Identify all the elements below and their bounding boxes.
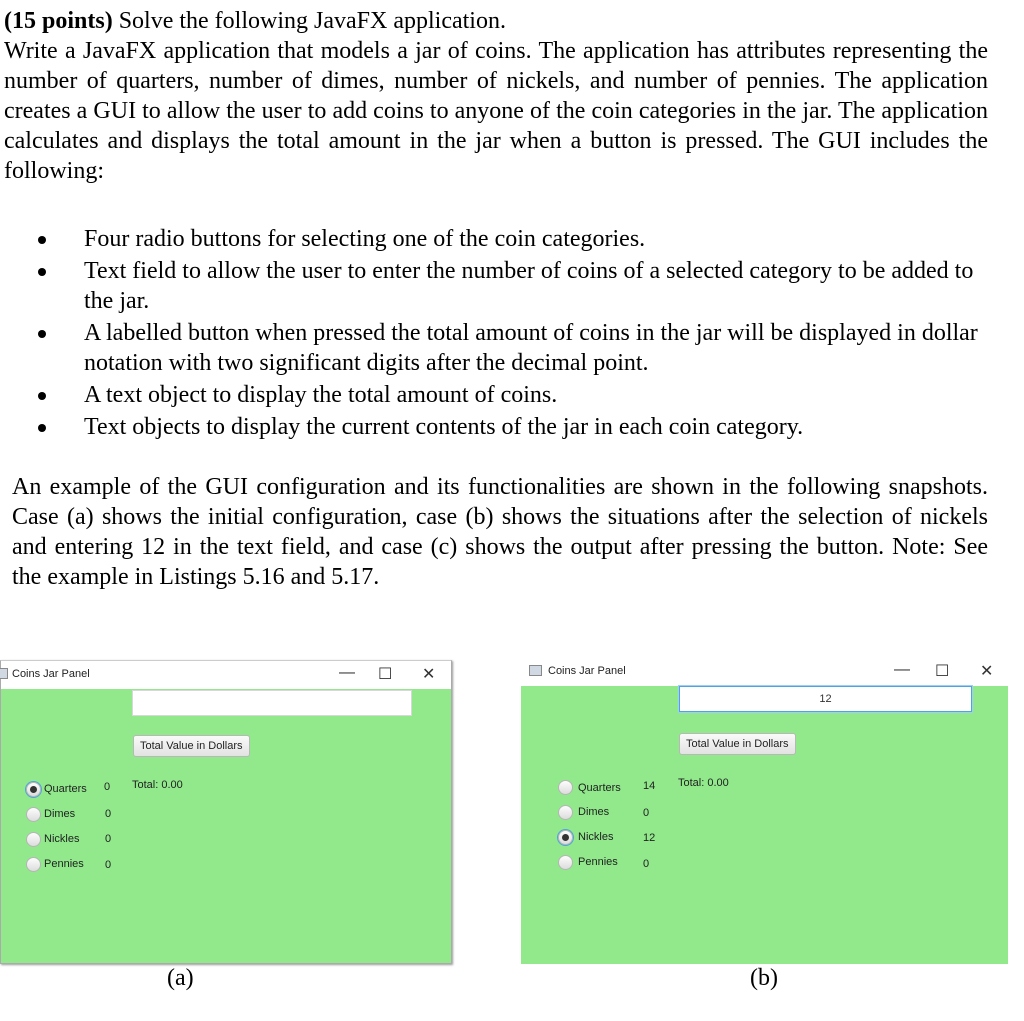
list-item: A labelled button when pressed the total amount of coins in the jar will be displayed in dollar notation with two significant digits after the decimal point.	[38, 318, 988, 378]
pennies-count: 0	[105, 859, 112, 871]
minimize-button[interactable]: —	[339, 664, 355, 681]
coin-count-input[interactable]	[132, 690, 412, 716]
dimes-label: Dimes	[44, 808, 76, 820]
bullet-icon	[38, 392, 46, 400]
dimes-label: Dimes	[578, 806, 610, 818]
problem-title: Solve the following JavaFX application.	[112, 8, 506, 34]
nickles-radio[interactable]	[558, 830, 573, 845]
dimes-count: 0	[643, 807, 650, 819]
pennies-label: Pennies	[578, 856, 618, 868]
bullet-icon	[38, 236, 46, 244]
list-item: A text object to display the total amount of coins.	[38, 380, 988, 410]
total-text: Total: 0.00	[678, 777, 729, 789]
dimes-radio[interactable]	[26, 807, 41, 822]
list-item: Four radio buttons for selecting one of the coin categories.	[38, 224, 988, 254]
nickles-count: 12	[643, 832, 656, 844]
dimes-radio[interactable]	[558, 805, 573, 820]
quarters-label: Quarters	[44, 783, 87, 795]
quarters-radio[interactable]	[558, 780, 573, 795]
close-button[interactable]: ✕	[422, 666, 436, 683]
nickles-label: Nickles	[578, 831, 614, 843]
nickles-count: 0	[105, 833, 112, 845]
list-item: Text objects to display the current contents of the jar in each coin category.	[38, 412, 988, 442]
pennies-label: Pennies	[44, 858, 84, 870]
pennies-radio[interactable]	[558, 855, 573, 870]
coins-jar-window-b	[521, 658, 1008, 964]
total-value-button[interactable]: Total Value in Dollars	[133, 735, 250, 757]
window-title: Coins Jar Panel	[12, 668, 90, 680]
close-button[interactable]: ✕	[980, 663, 994, 680]
caption-a: (a)	[167, 965, 194, 991]
bullet-icon	[38, 268, 46, 276]
title-bar[interactable]	[521, 658, 1008, 686]
pennies-count: 0	[643, 858, 650, 870]
total-value-button[interactable]: Total Value in Dollars	[679, 733, 796, 755]
quarters-label: Quarters	[578, 782, 621, 794]
dimes-count: 0	[105, 808, 112, 820]
app-icon	[0, 668, 8, 679]
minimize-button[interactable]: —	[894, 661, 910, 678]
bullet-icon	[38, 424, 46, 432]
nickles-radio[interactable]	[26, 832, 41, 847]
pennies-radio[interactable]	[26, 857, 41, 872]
coins-jar-window-a	[0, 660, 452, 964]
list-item: Text field to allow the user to enter the number of coins of a selected category to be added to the jar.	[38, 256, 988, 316]
quarters-count: 14	[643, 780, 656, 792]
problem-body: Write a JavaFX application that models a jar of coins. The application has attributes representing the number of quarters, number of dimes, number of nickels, and number of pennies. The application creates a GUI to allow the user to add coins to anyone of the coin categories in the jar. The application calculates and displays the total amount in the jar when a button is pressed. The GUI includes the following:	[4, 38, 988, 184]
quarters-radio[interactable]	[26, 782, 41, 797]
app-icon	[529, 665, 542, 676]
nickles-label: Nickles	[44, 833, 80, 845]
total-text: Total: 0.00	[132, 779, 183, 791]
caption-b: (b)	[750, 965, 778, 991]
title-bar[interactable]	[1, 661, 451, 689]
bullet-icon	[38, 330, 46, 338]
example-description: An example of the GUI configuration and its functionalities are shown in the following snapshots. Case (a) shows the initial configuration, case (b) shows the situations after the selection of nickels and entering 12 in the text field, and case (c) shows the output after pressing the button. Note: See the example in Listings 5.16 and 5.17.	[12, 474, 988, 590]
coin-count-input[interactable]: 12	[679, 686, 972, 712]
window-title: Coins Jar Panel	[548, 665, 626, 677]
maximize-button[interactable]: ☐	[935, 663, 950, 680]
points-label: (15 points)	[4, 8, 113, 34]
problem-description	[4, 6, 988, 186]
requirements-list	[38, 224, 988, 444]
quarters-count: 0	[104, 781, 111, 793]
maximize-button[interactable]: ☐	[378, 666, 393, 683]
